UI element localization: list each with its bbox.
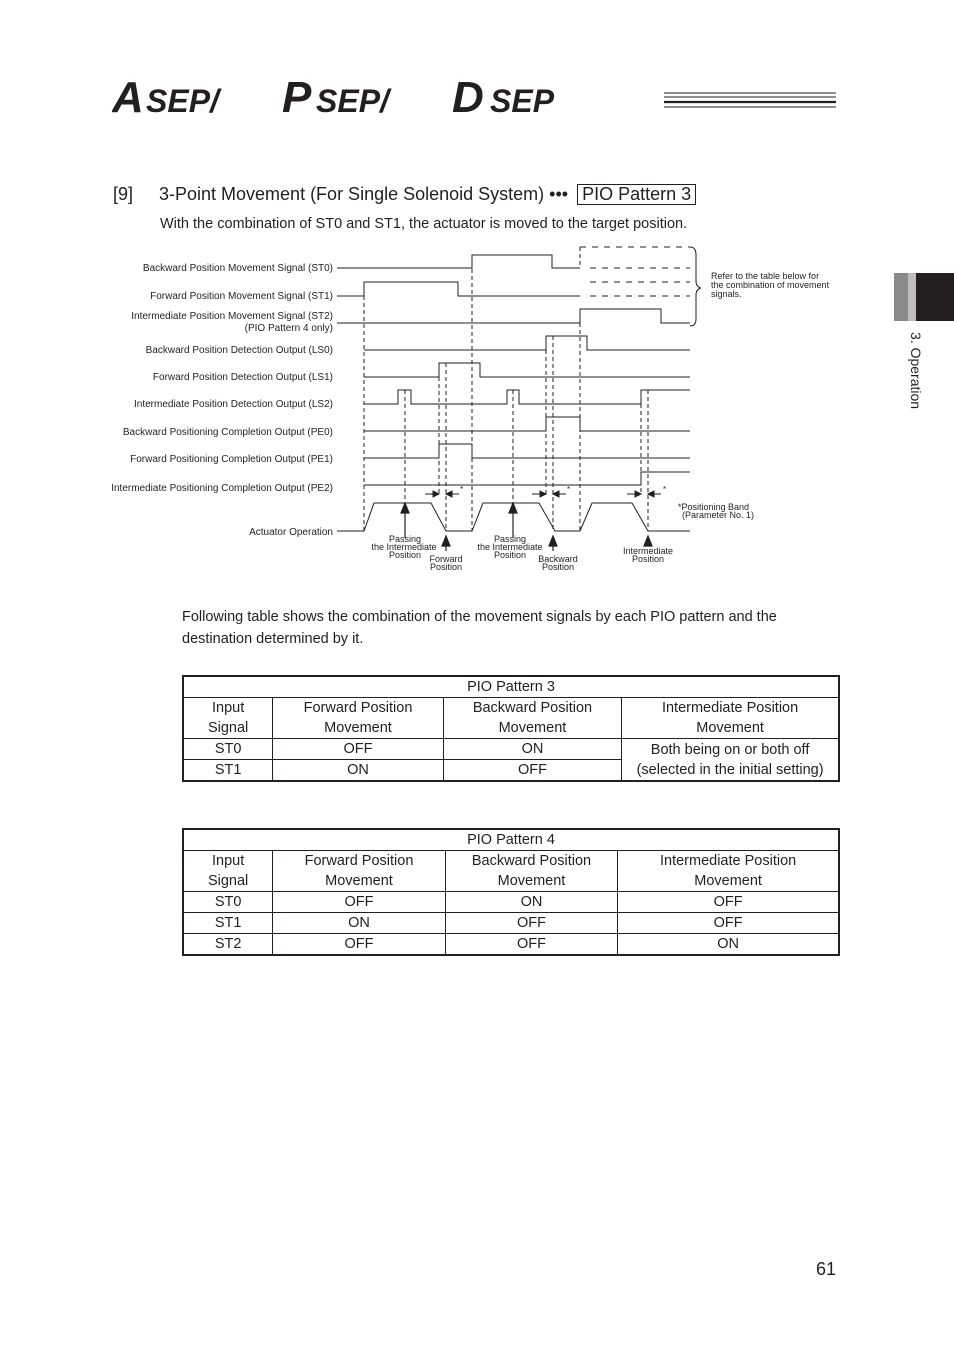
table-cell: ST0 <box>183 892 273 913</box>
band-star-2: * <box>567 485 571 494</box>
signal-label-pe2: Intermediate Positioning Completion Output (PE2) <box>111 483 333 494</box>
table-cell: ST1 <box>183 913 273 934</box>
header-cell: Backward Position Movement <box>443 698 621 739</box>
table-cell: OFF <box>445 913 617 934</box>
table-row <box>183 934 839 956</box>
header-cell: Input Signal <box>183 698 273 739</box>
passing-label-2-line1: Passing <box>493 534 527 544</box>
pio-pattern-3-table <box>182 675 840 782</box>
table-cell: ST2 <box>183 934 273 956</box>
signal-label-st2-note: (PIO Pattern 4 only) <box>244 323 333 334</box>
table-row <box>183 913 839 934</box>
chapter-label: 3. Operation <box>908 332 924 410</box>
svg-text:SEP/: SEP/ <box>316 83 389 119</box>
band-note-line1: *Positioning Band <box>678 502 750 512</box>
forward-label-line1: Forward <box>429 554 463 564</box>
signal-label-pe0: Backward Positioning Completion Output (PE0) <box>122 427 333 438</box>
signal-label-st0: Backward Position Movement Signal (ST0) <box>142 263 333 274</box>
table-cell: OFF <box>618 913 839 934</box>
table-cell: OFF <box>445 934 617 956</box>
backward-label-line2: Position <box>541 562 575 572</box>
table-title: PIO Pattern 3 <box>183 676 839 698</box>
pio-pattern-box: PIO Pattern 3 <box>577 184 696 205</box>
passing-label-2-line3: Position <box>493 550 527 560</box>
table-cell: ON <box>618 934 839 956</box>
header-cell: Backward Position Movement <box>445 851 617 892</box>
table-cell: ST0 <box>183 739 273 760</box>
waveform-ls1 <box>364 363 690 377</box>
table-cell: ON <box>443 739 621 760</box>
table-cell: ST1 <box>183 760 273 782</box>
band-star-1: * <box>460 485 464 494</box>
table-cell: ON <box>273 760 443 782</box>
header-cell: Forward Position Movement <box>273 698 443 739</box>
series-logo <box>112 74 842 124</box>
signal-label-ls0: Backward Position Detection Output (LS0) <box>145 345 333 356</box>
table-cell: ON <box>445 892 617 913</box>
signal-label-actuator: Actuator Operation <box>249 527 333 538</box>
signal-label-st1: Forward Position Movement Signal (ST1) <box>150 291 333 302</box>
svg-text:SEP: SEP <box>490 83 555 119</box>
waveform-ls0 <box>364 336 690 350</box>
header-cell: Intermediate Position Movement <box>618 851 839 892</box>
note-line-3: signals. <box>711 289 742 299</box>
waveform-st2 <box>337 309 690 323</box>
section-heading <box>113 184 696 205</box>
note-line-2: the combination of movement <box>711 280 830 290</box>
intermediate-label-line1: Intermediate <box>622 546 674 556</box>
table-cell: OFF <box>273 934 445 956</box>
header-cell: Input Signal <box>183 851 273 892</box>
section-number: [9] <box>113 184 134 204</box>
tables-intro: Following table shows the combination of the movement signals by each PIO pattern and the destination determined by it. <box>182 609 777 647</box>
section-intro: With the combination of ST0 and ST1, the actuator is moved to the target position. <box>160 216 688 232</box>
signal-brace <box>690 247 701 326</box>
passing-label-2-line2: the Intermediate <box>477 542 543 552</box>
table-row <box>183 739 839 760</box>
header-cell: Forward Position Movement <box>273 851 445 892</box>
svg-text:P: P <box>282 74 312 122</box>
passing-label-1-line2: the Intermediate <box>371 542 437 552</box>
band-star-3: * <box>663 485 667 494</box>
waveform-st0 <box>337 255 580 268</box>
timing-chart <box>0 240 954 580</box>
svg-text:D: D <box>452 74 484 122</box>
signal-label-pe1: Forward Positioning Completion Output (PE1) <box>130 454 333 465</box>
table-cell: OFF <box>273 739 443 760</box>
signal-label-ls1: Forward Position Detection Output (LS1) <box>152 372 333 383</box>
waveform-st1 <box>337 282 580 296</box>
table-cell: OFF <box>443 760 621 782</box>
svg-text:SEP/: SEP/ <box>146 83 219 119</box>
table-cell: OFF <box>273 892 445 913</box>
backward-label-line1: Backward <box>538 554 578 564</box>
table-title: PIO Pattern 4 <box>183 829 839 851</box>
svg-text:A: A <box>112 74 144 122</box>
note-line-1: Refer to the table below for <box>711 271 820 281</box>
page-number: 61 <box>816 1259 837 1279</box>
intermediate-label-line2: Position <box>631 554 665 564</box>
pio-pattern-4-table <box>182 828 840 956</box>
forward-label-line2: Position <box>429 562 463 572</box>
table-cell: ON <box>273 913 445 934</box>
passing-label-1-line1: Passing <box>388 534 422 544</box>
table-cell: OFF <box>618 892 839 913</box>
signal-label-ls2: Intermediate Position Detection Output (LS2) <box>134 399 333 410</box>
passing-label-1-line3: Position <box>388 550 422 560</box>
section-title: 3-Point Movement (For Single Solenoid System) ••• <box>159 184 569 204</box>
signal-label-st2: Intermediate Position Movement Signal (ST2) <box>131 311 333 322</box>
merged-cell: Both being on or both off (selected in the initial setting) <box>622 739 839 782</box>
table-row <box>183 892 839 913</box>
header-cell: Intermediate Position Movement <box>622 698 839 739</box>
band-note-line2: (Parameter No. 1) <box>682 510 755 520</box>
